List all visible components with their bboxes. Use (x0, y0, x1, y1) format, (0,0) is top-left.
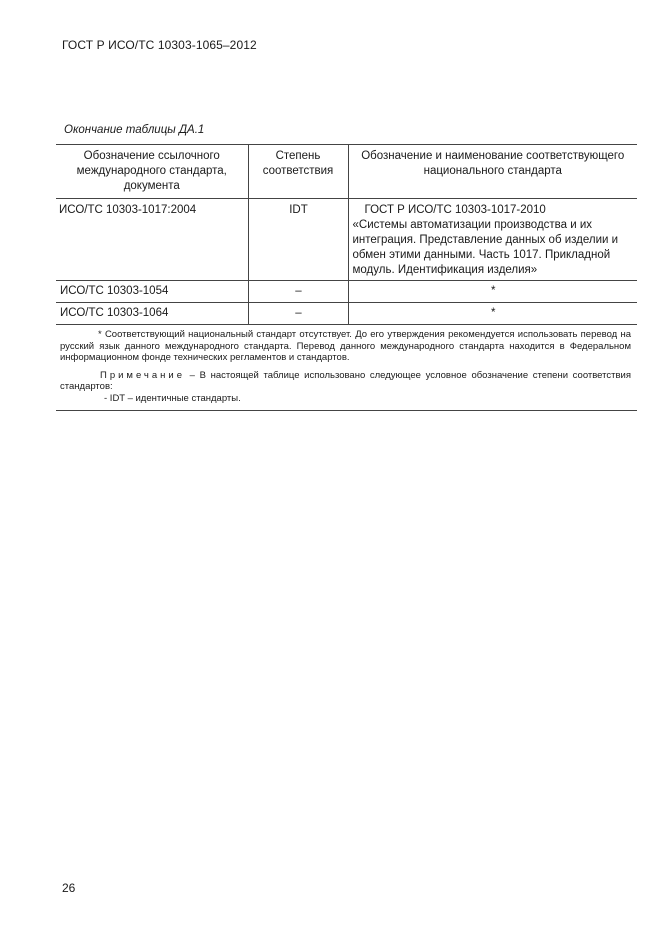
cell-reference: ИСО/ТС 10303-1064 (56, 303, 248, 325)
references-table (56, 144, 637, 325)
note-label: Примечание (100, 369, 185, 381)
national-standard-code: ГОСТ Р ИСО/ТС 10303-1017-2010 (364, 204, 546, 216)
table-row (56, 199, 637, 281)
cell-national: * (348, 281, 637, 303)
cell-reference: ИСО/ТС 10303-1017:2004 (56, 199, 248, 281)
column-header-degree: Степень соответствия (248, 145, 348, 199)
table-header-row (56, 145, 637, 199)
note-text: – В настоящей таблице использовано следующее условное обозначение степени соответствия стандартов: (60, 369, 631, 392)
cell-degree: – (248, 281, 348, 303)
table-row (56, 303, 637, 325)
page-number: 26 (62, 881, 76, 895)
table-caption: Окончание таблицы ДА.1 (64, 124, 205, 136)
table-row (56, 281, 637, 303)
cell-degree: – (248, 303, 348, 325)
table-container (56, 144, 637, 411)
cell-degree: IDT (248, 199, 348, 281)
national-standard-title: «Системы автоматизации производства и их интеграция. Представление данных об изделии и обмен этими данными. Часть 1017. Прикладной модуль. Идентификация изделия» (352, 219, 619, 276)
cell-national (348, 199, 637, 281)
document-header: ГОСТ Р ИСО/ТС 10303-1065–2012 (62, 38, 257, 52)
cell-national: * (348, 303, 637, 325)
table-notes (56, 325, 637, 411)
column-header-reference: Обозначение ссылочного международного стандарта, документа (56, 145, 248, 199)
note (60, 370, 631, 393)
column-header-national: Обозначение и наименование соответствующего национального стандарта (348, 145, 637, 199)
cell-reference: ИСО/ТС 10303-1054 (56, 281, 248, 303)
footnote: * Соответствующий национальный стандарт отсутствует. До его утверждения рекомендуется использовать перевод на русский язык данного международного стандарта. Перевод данного международного стандарта находится в Федеральном информационном фонде технических регламентов и стандартов. (60, 329, 631, 363)
note-item: - IDT – идентичные стандарты. (104, 392, 241, 404)
